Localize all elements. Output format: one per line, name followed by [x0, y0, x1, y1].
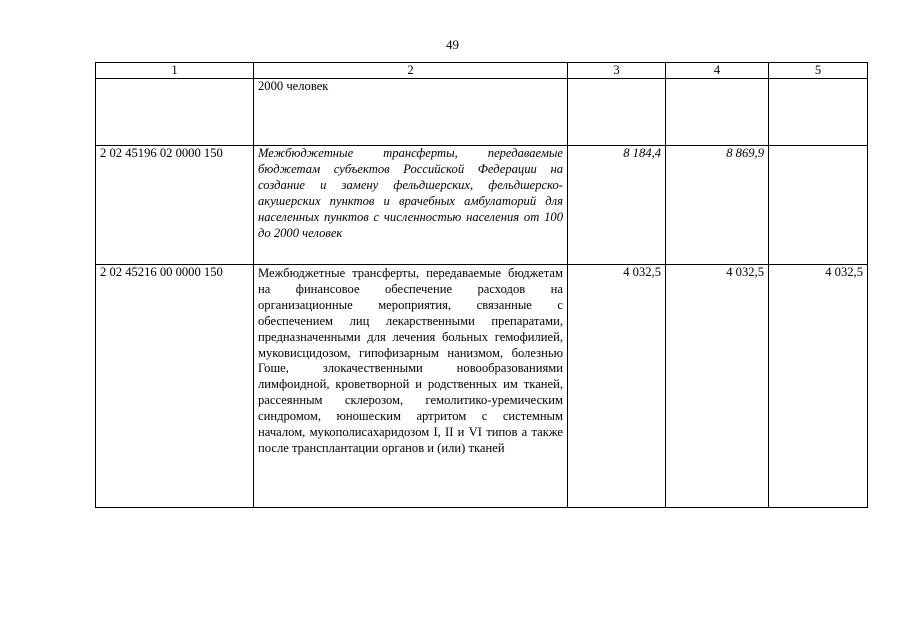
amount-col3-cell: [568, 79, 666, 146]
description-text: Межбюджетные трансферты, передаваемые бюджетам на финансовое обеспечение расходов на организационные мероприятия, связанные с обеспечением лиц лекарственными препаратами, предназначенными для лечения больных гемофилией, муковисцидозом, гипофизарным нанизмом, болезнью Гоше, злокачественными новообразованиями лимфоидной, кроветворной и родственных им тканей, рассеянным склерозом, гемолитико-уремическим синдромом, юношеским артритом с системным началом, мукополисахаридозом I, II и VI типов а также после трансплантации органов и (или) тканей: [258, 266, 563, 455]
budget-table: [95, 62, 868, 508]
amount-col3-cell: 8 184,4: [568, 146, 666, 265]
table-row: [96, 79, 868, 146]
header-col-1: 1: [96, 63, 254, 79]
budget-code-cell: 2 02 45216 00 0000 150: [96, 265, 254, 508]
header-col-4: 4: [666, 63, 769, 79]
description-cell: [254, 146, 568, 265]
table-header-row: [96, 63, 868, 79]
amount-col4-cell: [666, 79, 769, 146]
amount-col4-cell: 4 032,5: [666, 265, 769, 508]
table-row: [96, 265, 868, 508]
description-cell: [254, 265, 568, 508]
header-col-5: 5: [769, 63, 868, 79]
budget-code-cell: [96, 79, 254, 146]
header-col-3: 3: [568, 63, 666, 79]
description-cell: 2000 человек: [254, 79, 568, 146]
page-number: 49: [446, 37, 459, 52]
amount-col4-cell: 8 869,9: [666, 146, 769, 265]
amount-col5-cell: [769, 146, 868, 265]
amount-col5-cell: 4 032,5: [769, 265, 868, 508]
amount-col5-cell: [769, 79, 868, 146]
budget-code-cell: 2 02 45196 02 0000 150: [96, 146, 254, 265]
header-col-2: 2: [254, 63, 568, 79]
table-row: [96, 146, 868, 265]
amount-col3-cell: 4 032,5: [568, 265, 666, 508]
description-text: Межбюджетные трансферты, передаваемые бюджетам субъектов Российской Федерации на создание и замену фельдшерских, фельдшерско-акушерских пунктов и врачебных амбулаторий для населенных пунктов с численностью населения от 100 до 2000 человек: [258, 146, 563, 240]
